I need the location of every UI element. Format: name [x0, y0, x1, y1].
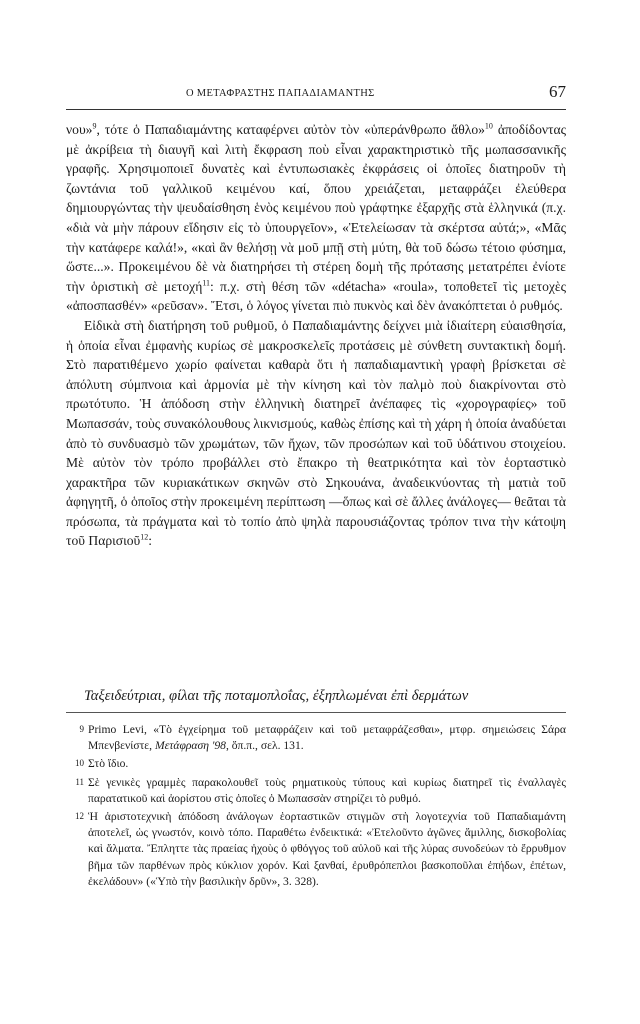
footnote-ref-12[interactable]: 12 — [140, 532, 149, 542]
body-text — [66, 120, 566, 551]
footnote-number: 12 — [75, 811, 84, 822]
footnote-10 — [66, 756, 566, 772]
page-number: 67 — [549, 82, 566, 101]
paragraph-2-part-b: : — [148, 533, 153, 549]
footnotes — [66, 722, 566, 892]
paragraph-2-part-a: Εἰδικὰ στὴ διατήρηση τοῦ ρυθμοῦ, ὁ Παπαδιαμάντης δείχνει μιὰ ἰδιαίτερη εὐαισθησία, ἡ ὁποία εἶναι ἐμφανὴς κυρίως σὲ μακροσκελεῖς προτάσεις μὲ σύνθετη συντακτικὴ δομή. Στὸ παρατιθέμενο χωρίο φαίνεται καθαρὰ ὅτι ἡ παπαδιαμαντικὴ γραφὴ βρίσκεται σὲ ἀπόλυτη σύμπνοια καὶ ἁρμονία μὲ τὴν κίνηση καὶ τὸν παλμὸ ποὺ διακρίνονται στὸ πρωτότυπο. Ἡ ἀπόδοση στὴν ἑλληνικὴ διατηρεῖ ἀνέπαφες τὶς «χορογραφίες» τοῦ Μωπασσάν, τοὺς συνακόλουθους λικνισμούς, καθὼς ἐπίσης καὶ τὴ χάρη ἡ ὁποία ἀναδύεται ἀπὸ τὸ συνδυασμὸ τῶν χρωμάτων, τῶν ἤχων, τῶν προσώπων καὶ τοῦ ὑδάτινου στοιχείου. Μὲ αὐτὸν τὸν τρόπο προβάλλει στὸ ἔπακρο τὴ θεατρικότητα καὶ τὸν ἑορταστικὸ χαρακτῆρα τῶν κυριακάτικων σκηνῶν στὸ Σηκουάνα, ἀναδεικνύοντας τὴ ματιὰ τοῦ ἀφηγητῆ, ὁ ὁποῖος στὴν προκειμένη περίπτωση —ὅπως καὶ σὲ ἄλλες ἀνάλογες— θεᾶται τὰ πρόσωπα, τὰ πράγματα καὶ τὸ τοπίο ἀπὸ ψηλὰ παρουσιάζοντας τρόπον τινα τὴν κάτοψη τοῦ Παρισιοῦ — [66, 317, 566, 549]
footnote-number: 9 — [79, 724, 84, 734]
footnote-rule — [66, 712, 566, 713]
footnote-9 — [66, 722, 566, 754]
footnote-text: Primo Levi, «Τὸ ἐγχείρημα τοῦ μεταφράζειν καὶ τοῦ μεταφράζεσθαι», μτφρ. σημειώσεις Σάρα Μπενβενίστε, — [88, 723, 566, 753]
paragraph-1-part-d: : π.χ. στὴ θέση τῶν «détacha» «roula», τοποθετεῖ τὶς μετοχὲς «ἀποσπασθέν» «ρεῦσαν». Ἔτσι, ὁ λόγος γίνεται πιὸ πυκνὸς καὶ δὲν ἀνακόπτεται ὁ ρυθμός. — [66, 278, 566, 314]
footnote-text: Σὲ γενικὲς γραμμὲς παρακολουθεῖ τοὺς ρηματικοὺς τύπους καὶ κυρίως διατηρεῖ τὶς ἐναλλαγὲς παρατατικοῦ καὶ ἀορίστου στὶς ὁποῖες ὁ Μωπασσὰν στηρίζει τὸ ρυθμό. — [88, 775, 566, 805]
quoted-passage: Ταξειδεύτριαι, φίλαι τῆς ποταμοπλοΐας, ἐξηπλωμέναι ἐπὶ δερμάτων — [84, 688, 469, 704]
paragraph-1-part-b: , τότε ὁ Παπαδιαμάντης καταφέρνει αὐτὸν τὸν «ὑπεράνθρωπο ἄθλο» — [96, 122, 485, 137]
page-header — [66, 82, 566, 106]
paragraph-2 — [66, 316, 566, 551]
paragraph-1-part-a: νου» — [66, 122, 93, 137]
footnote-text: Ἡ ἀριστοτεχνικὴ ἀπόδοση ἀνάλογων ἑορταστικῶν στιγμῶν στὴ λογοτεχνία τοῦ Παπαδιαμάντη ἀποτελεῖ, ὡς γνωστόν, κοινὸ τόπο. Παραθέτω ἐνδεικτικά: «Ἐτελοῦντο ἀγῶνες ἅμιλλης, δισκοβολίας καὶ ἅλματα. Ἔπληττε τὰς πραείας ἠχοὺς ὁ φθόγγος τοῦ αὐλοῦ καὶ τῆς λύρας συνοδεύων τὸ ἔρρυθμον βῆμα τῶν παρθένων πρὸς κύκλιον χορόν. Καὶ ξανθαί, ἐρυθρόπεπλοι βασκοποῦλαι ἐπήδων, ἐπέτων, ἐκελάδουν» («Ὑπὸ τὴν βασιλικὴν δρῦν», 3. 328). — [88, 810, 566, 888]
footnote-text: Στὸ ἴδιο. — [88, 757, 129, 771]
footnote-ref-11[interactable]: 11 — [202, 278, 211, 288]
footnote-12 — [66, 809, 566, 890]
paragraph-1 — [66, 120, 566, 316]
footnote-italic-title: Μετάφραση '98 — [154, 739, 226, 753]
header-rule — [66, 109, 566, 110]
footnote-number: 10 — [75, 758, 84, 769]
footnote-number: 11 — [75, 776, 84, 787]
paragraph-1-part-c: ἀποδίδοντας μὲ ἀκρίβεια τὴ διαυγῆ καὶ λιτὴ ἔκφραση ποὺ εἶναι χαρακτηριστικὸ τῆς μωπασσανικῆς γραφῆς. Χρησιμοποιεῖ δυνατὲς καὶ ἐντυπωσιακὲς ἐκφράσεις οἱ ὁποῖες διατηροῦν τὴ ζωντάνια τοῦ γαλλικοῦ κειμένου καί, ὅπου χρειάζεται, μεταφράζει ἐλεύθερα δημιουργώντας τὴν ψευδαίσθηση ἑνὸς κειμένου ποὺ γράφτηκε ἐξαρχῆς στὰ ἑλληνικά (π.χ. «διὰ νὰ μὴν πάρουν εἴδησιν εἰς τὸ ὑπουργεῖον», «Ἐτελείωσαν τὰ σκέρτσα αὐτά;», «Μᾶς τὴν κατάφερε καλά!», «καὶ ἂν θελήσῃ νὰ μοῦ μπῇ στὴ μύτη, θὰ τοῦ δώσω τέτοιο φύσημα, ὥστε...». Προκειμένου δὲ νὰ διατηρήσει τὴ στέρεη δομὴ τῆς πρότασης μετατρέπει ἐνίοτε τὴν ὁριστικὴ σὲ μετοχή — [66, 122, 567, 294]
footnote-11 — [66, 775, 566, 807]
footnote-ref-9[interactable]: 9 — [92, 121, 97, 131]
footnote-ref-10[interactable]: 10 — [484, 121, 493, 131]
footnote-text: , ὅπ.π., σελ. 131. — [225, 739, 304, 753]
running-title: Ο ΜΕΤΑΦΡΑΣΤΗΣ ΠΑΠΑΔΙΑΜΑΝΤΗΣ — [186, 88, 375, 99]
